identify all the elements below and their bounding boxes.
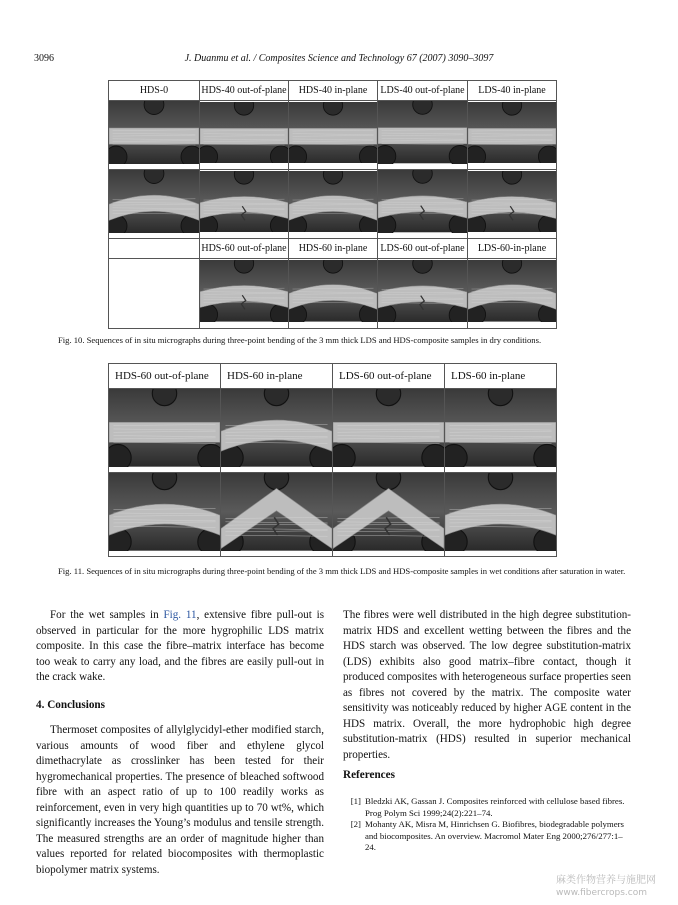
fig10-micrograph [378,170,468,239]
micrograph-image [445,473,556,551]
micrograph-image [378,170,467,232]
paragraph-text: , extensive fibre pull-out is observed in particular for the more hygrophilic LDS matrix composite. In this case the fibre–matrix interface has become too weak to carry any load, and the fibres are easily pull-out in the crack wake. [36,609,325,683]
fig10-empty-cell [109,259,200,329]
fig11-micrograph [333,473,445,557]
micrograph-image [109,170,199,233]
micrograph-image [289,171,377,233]
fig10-micrograph [378,259,468,329]
micrograph-image [200,260,288,322]
fig10-label-lds60-in: LDS-60-in-plane [468,239,557,259]
fig10-micrograph [468,101,557,170]
fig10-micrograph [200,259,289,329]
micrograph-image [109,101,199,164]
fig10-micrograph [289,170,378,239]
fig11-link[interactable]: Fig. 11 [163,609,197,621]
fig10-micrograph [289,101,378,170]
micrograph-image [468,260,556,322]
fig10-label-hds60-in: HDS-60 in-plane [289,239,378,259]
fig10-micrograph [289,259,378,329]
figure-11-grid [108,363,557,557]
watermark-line: 麻类作物营养与施肥网 [556,875,656,886]
fig10-micrograph [200,170,289,239]
reference-number: [1] [350,796,361,806]
reference-item [343,819,631,854]
micrograph-image [221,389,332,467]
fig11-label-lds60-in: LDS-60 in-plane [445,364,557,389]
conclusions-continued-paragraph: The fibres were well distributed in the high degree substitution-matrix HDS and excellent wetting between the fibres and the HDS starch was observed. The low degree substitution-matrix (LDS) exhibits also good matrix–fibre contact, though it produced composites with heterogeneous surface properties seen as fibres not covered by the matrix. The composite water sensitivity was noticeably reduced by higher AGE content in the HDS matrix. Overall, the more hydrophobic high degree substitution-matrix (HDS) resulted in superior mechanical properties. [343,609,631,761]
figure-11-caption: Fig. 11. Sequences of in situ micrographs during three-point bending of the 3 mm thick LDS and HDS-composite samples in wet conditions after saturation in water. [58,566,626,576]
figure-10-grid [108,80,557,329]
micrograph-image [333,473,444,551]
micrograph-image [333,389,444,467]
fig11-micrograph [445,389,557,473]
watermark [556,875,656,899]
fig10-label-hds40-in: HDS-40 in-plane [289,81,378,101]
fig11-micrograph [109,473,221,557]
left-column [36,608,324,878]
fig10-micrograph [200,101,289,170]
running-head: J. Duanmu et al. / Composites Science and Technology 67 (2007) 3090–3097 [184,53,494,64]
fig11-micrograph [445,473,557,557]
reference-number: [2] [350,819,361,830]
fig11-micrograph [221,473,333,557]
wet-samples-paragraph [36,608,324,686]
micrograph-image [289,102,377,164]
fig10-label-empty [109,239,200,259]
fig10-label-lds60-out: LDS-60 out-of-plane [378,239,468,259]
reference-text: Bledzki AK, Gassan J. Composites reinforced with cellulose based fibres. Prog Polym Sci 1999;24(2):221–74. [365,796,625,818]
watermark-line: www.fibercrops.com [556,888,647,898]
fig10-micrograph [378,101,468,170]
conclusions-heading: 4. Conclusions [36,698,106,711]
fig10-label-hds60-out: HDS-60 out-of-plane [200,239,289,259]
fig10-micrograph [468,170,557,239]
figure-10-caption: Fig. 10. Sequences of in situ micrographs during three-point bending of the 3 mm thick LDS and HDS-composite samples in dry conditions. [58,335,542,345]
reference-text: Mohanty AK, Misra M, Hinrichsen G. Biofibres, biodegradable polymers and biocomposites. An overview. Macromol Mater Eng 2000;276/277:1–24. [365,819,624,853]
fig10-label-lds40-in: LDS-40 in-plane [468,81,557,101]
conclusions-paragraph: Thermoset composites of allylglycidyl-ether modified starch, various amounts of wood fiber and ethylene glycol dimethacrylate as crosslinker has been tested for their hygromechanical properties. The presence of bleached softwood fibre with an aspect ratio of up to 100 readily works as reinforcement, even in very high quantities up to 70 wt%, which significantly increases the Young’s modulus and tensile strength. The measured strengths are an order of magnitude higher than values reported for related biocomposites with thermoplastic biopolymer matrix systems. [36,724,324,876]
fig10-micrograph [468,259,557,329]
references-list [343,796,631,854]
micrograph-image [221,473,332,551]
page-number: 3096 [34,53,54,64]
fig11-label-hds60-out: HDS-60 out-of-plane [109,364,221,389]
micrograph-image [289,260,377,322]
fig11-micrograph [221,389,333,473]
micrograph-image [109,389,220,467]
micrograph-image [378,260,467,322]
micrograph-image [109,473,220,551]
micrograph-image [378,101,467,163]
fig11-micrograph [333,389,445,473]
fig10-label-lds40-out: LDS-40 out-of-plane [378,81,468,101]
fig10-micrograph [109,170,200,239]
fig11-micrograph [109,389,221,473]
micrograph-image [445,389,556,467]
fig11-label-lds60-out: LDS-60 out-of-plane [333,364,445,389]
right-column [343,608,631,763]
micrograph-image [200,171,288,233]
micrograph-image [468,102,556,164]
fig11-label-hds60-in: HDS-60 in-plane [221,364,333,389]
fig10-label-hds40-out: HDS-40 out-of-plane [200,81,289,101]
references-heading: References [343,769,395,781]
fig10-micrograph [109,101,200,170]
reference-item [343,796,631,819]
paragraph-text: For the wet samples in [50,609,164,621]
micrograph-image [200,102,288,164]
micrograph-image [468,171,556,233]
fig10-label-hds0: HDS-0 [109,81,200,101]
